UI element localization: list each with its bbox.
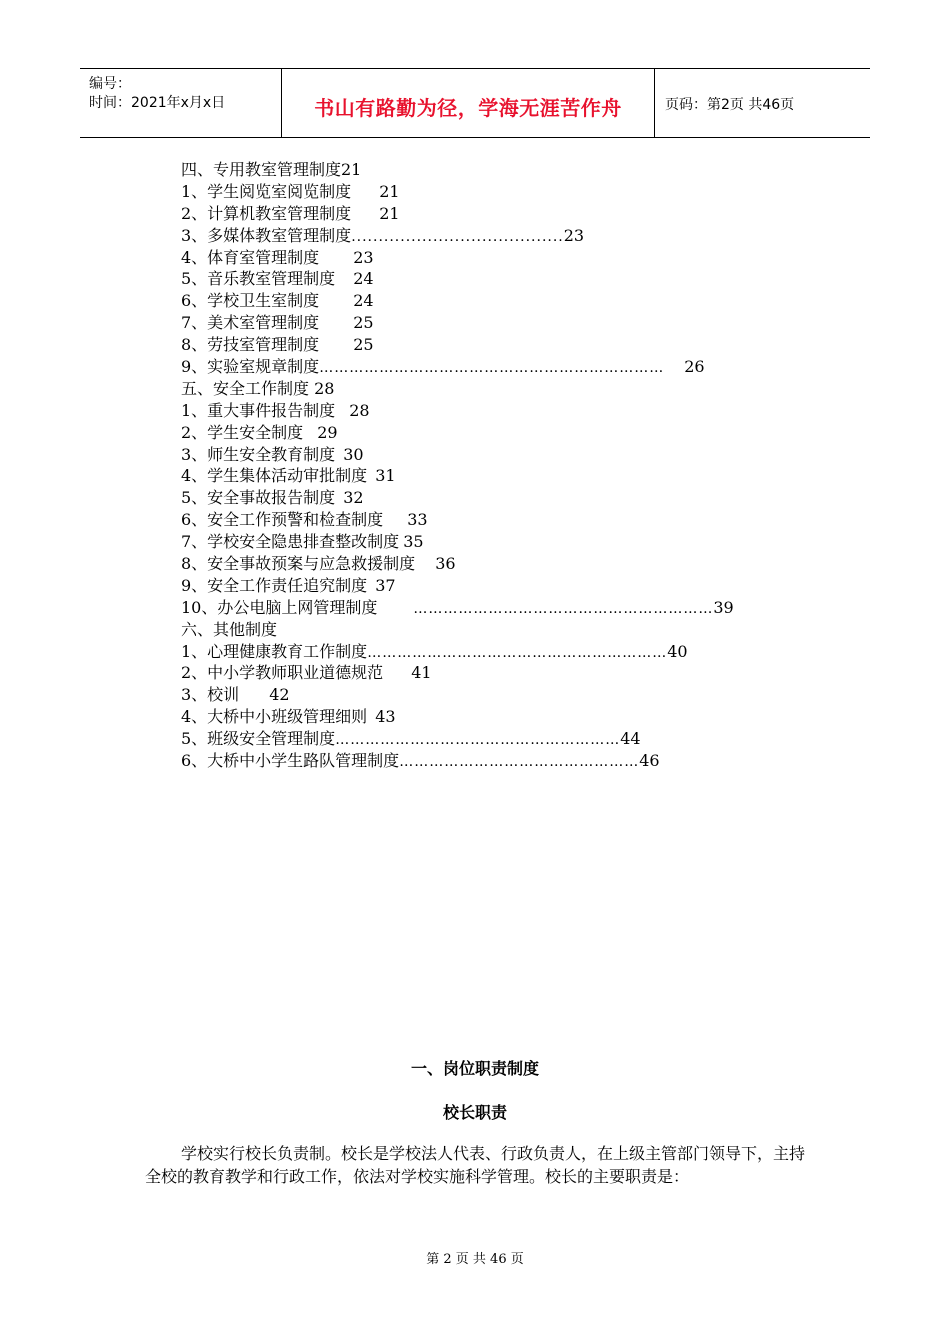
toc-entry[interactable] — [181, 290, 821, 312]
header-right-cell — [655, 69, 870, 137]
toc-entry-page: 35 — [403, 532, 424, 552]
toc-entry-title: 4、学生集体活动审批制度 — [181, 466, 368, 486]
toc-entry-title: 六、其他制度 — [181, 619, 278, 639]
toc-entry-title: 5、安全事故报告制度 — [181, 488, 336, 508]
toc-entry[interactable] — [181, 312, 821, 334]
toc-entry-page: 40 — [667, 641, 688, 661]
toc-entry-title: 7、美术室管理制度 — [181, 313, 320, 333]
body-paragraph-text: 学校实行校长负责制。校长是学校法人代表、行政负责人，在上级主管部门领导下，主持全校的教育教学和行政工作，依法对学校实施科学管理。校长的主要职责是： — [145, 1144, 806, 1186]
toc-entry-title: 7、学校安全隐患排查整改制度 — [181, 532, 400, 552]
toc-entry[interactable] — [181, 422, 821, 444]
toc-entry-title: 3、多媒体教室管理制度 — [181, 225, 352, 245]
section-title: 一、岗位职责制度 — [410, 1059, 539, 1078]
toc-entry[interactable] — [181, 706, 821, 728]
toc-entry-page: 41 — [411, 663, 432, 683]
toc-entry-page: 29 — [317, 422, 338, 442]
table-of-contents — [181, 159, 821, 772]
toc-entry-title: 6、大桥中小学生路队管理制度 — [181, 751, 400, 771]
toc-entry-page: 42 — [269, 685, 290, 705]
toc-entry-title: 6、安全工作预警和检查制度 — [181, 510, 384, 530]
header-motto: 书山有路勤为径，学海无涯苦作舟 — [314, 96, 622, 120]
toc-entry-page: 32 — [343, 488, 364, 508]
toc-entry-page: 37 — [375, 575, 396, 595]
toc-entry-title: 2、中小学教师职业道德规范 — [181, 663, 384, 683]
toc-entry[interactable] — [181, 487, 821, 509]
toc-entry[interactable] — [181, 531, 821, 553]
toc-entry[interactable] — [181, 378, 821, 400]
document-date-label: 时间：2021年x月x日 — [89, 95, 226, 111]
toc-entry-page: 23 — [563, 225, 585, 245]
toc-entry-title: 8、安全事故预案与应急救援制度 — [181, 554, 416, 574]
toc-entry[interactable] — [181, 247, 821, 269]
body-paragraph — [145, 1142, 805, 1188]
toc-entry-leader: …………………………………………………… — [413, 600, 714, 617]
toc-entry-page: 24 — [353, 291, 374, 311]
toc-entry[interactable] — [181, 575, 821, 597]
toc-entry[interactable] — [181, 203, 821, 225]
toc-entry[interactable] — [181, 225, 821, 247]
toc-entry-title: 4、体育室管理制度 — [181, 247, 320, 267]
header-left-cell — [80, 69, 282, 137]
toc-entry-page: 21 — [379, 181, 400, 201]
toc-entry[interactable] — [181, 268, 821, 290]
toc-entry-page: 36 — [435, 554, 456, 574]
toc-entry[interactable] — [181, 465, 821, 487]
section-subtitle: 校长职责 — [442, 1103, 507, 1122]
header-middle-cell — [282, 69, 655, 137]
toc-entry-page: 46 — [639, 751, 660, 771]
toc-entry-page: 25 — [353, 335, 374, 355]
toc-entry-title: 五、安全工作制度 28 — [181, 378, 335, 398]
toc-entry-title: 1、重大事件报告制度 — [181, 400, 336, 420]
toc-entry-title: 2、学生安全制度 — [181, 422, 304, 442]
toc-entry-page: 26 — [684, 357, 705, 377]
toc-entry-title: 9、实验室规章制度 — [181, 357, 320, 377]
toc-entry[interactable] — [181, 356, 821, 378]
toc-entry[interactable] — [181, 400, 821, 422]
toc-entry-page: 31 — [375, 466, 396, 486]
toc-entry-page: 39 — [713, 597, 734, 617]
toc-entry[interactable] — [181, 509, 821, 531]
document-number-label: 编号： — [89, 76, 131, 92]
toc-entry-leader: ....................................... — [351, 228, 564, 245]
toc-entry-title: 1、心理健康教育工作制度 — [181, 641, 368, 661]
toc-entry[interactable] — [181, 181, 821, 203]
toc-entry-page: 24 — [353, 269, 374, 289]
toc-entry[interactable] — [181, 684, 821, 706]
toc-entry-page: 23 — [353, 247, 374, 267]
toc-entry-title: 5、音乐教室管理制度 — [181, 269, 336, 289]
toc-entry-page: 21 — [379, 203, 400, 223]
toc-entry-leader: ………………………………………………… — [335, 732, 621, 749]
toc-entry[interactable] — [181, 553, 821, 575]
toc-entry-title: 2、计算机教室管理制度 — [181, 203, 352, 223]
toc-entry[interactable] — [181, 750, 821, 772]
toc-entry-page: 43 — [375, 707, 396, 727]
toc-entry-leader: …………………………………………………… — [367, 644, 668, 661]
toc-entry[interactable] — [181, 334, 821, 356]
page-footer: 第 2 页 共 46 页 — [426, 1252, 524, 1267]
toc-entry[interactable] — [181, 728, 821, 750]
toc-entry-title: 5、班级安全管理制度 — [181, 729, 336, 749]
toc-entry-title: 3、校训 — [181, 685, 240, 705]
toc-entry-leader: ………………………………………… — [399, 754, 640, 771]
toc-entry-title: 4、大桥中小班级管理细则 — [181, 707, 368, 727]
toc-entry[interactable] — [181, 619, 821, 641]
toc-entry-page: 25 — [353, 313, 374, 333]
toc-entry-page: 28 — [349, 400, 370, 420]
toc-entry-leader: …………………………………………………………… — [319, 360, 665, 377]
toc-entry-page: 33 — [407, 510, 428, 530]
toc-entry[interactable] — [181, 597, 821, 619]
toc-entry[interactable] — [181, 662, 821, 684]
toc-entry[interactable] — [181, 641, 821, 663]
header-page-info: 页码：第2页 共46页 — [665, 97, 795, 113]
toc-entry-title: 3、师生安全教育制度 — [181, 444, 336, 464]
toc-entry-title: 6、学校卫生室制度 — [181, 291, 320, 311]
toc-entry-page: 44 — [620, 729, 641, 749]
toc-entry-title: 四、专用教室管理制度21 — [181, 160, 362, 179]
toc-entry-title: 10、办公电脑上网管理制度 — [181, 597, 378, 617]
toc-entry-title: 8、劳技室管理制度 — [181, 335, 320, 355]
toc-entry[interactable] — [181, 159, 821, 181]
toc-entry-page: 30 — [343, 444, 364, 464]
toc-entry-title: 9、安全工作责任追究制度 — [181, 575, 368, 595]
document-header — [80, 68, 870, 138]
toc-entry[interactable] — [181, 444, 821, 466]
toc-entry-title: 1、学生阅览室阅览制度 — [181, 181, 352, 201]
